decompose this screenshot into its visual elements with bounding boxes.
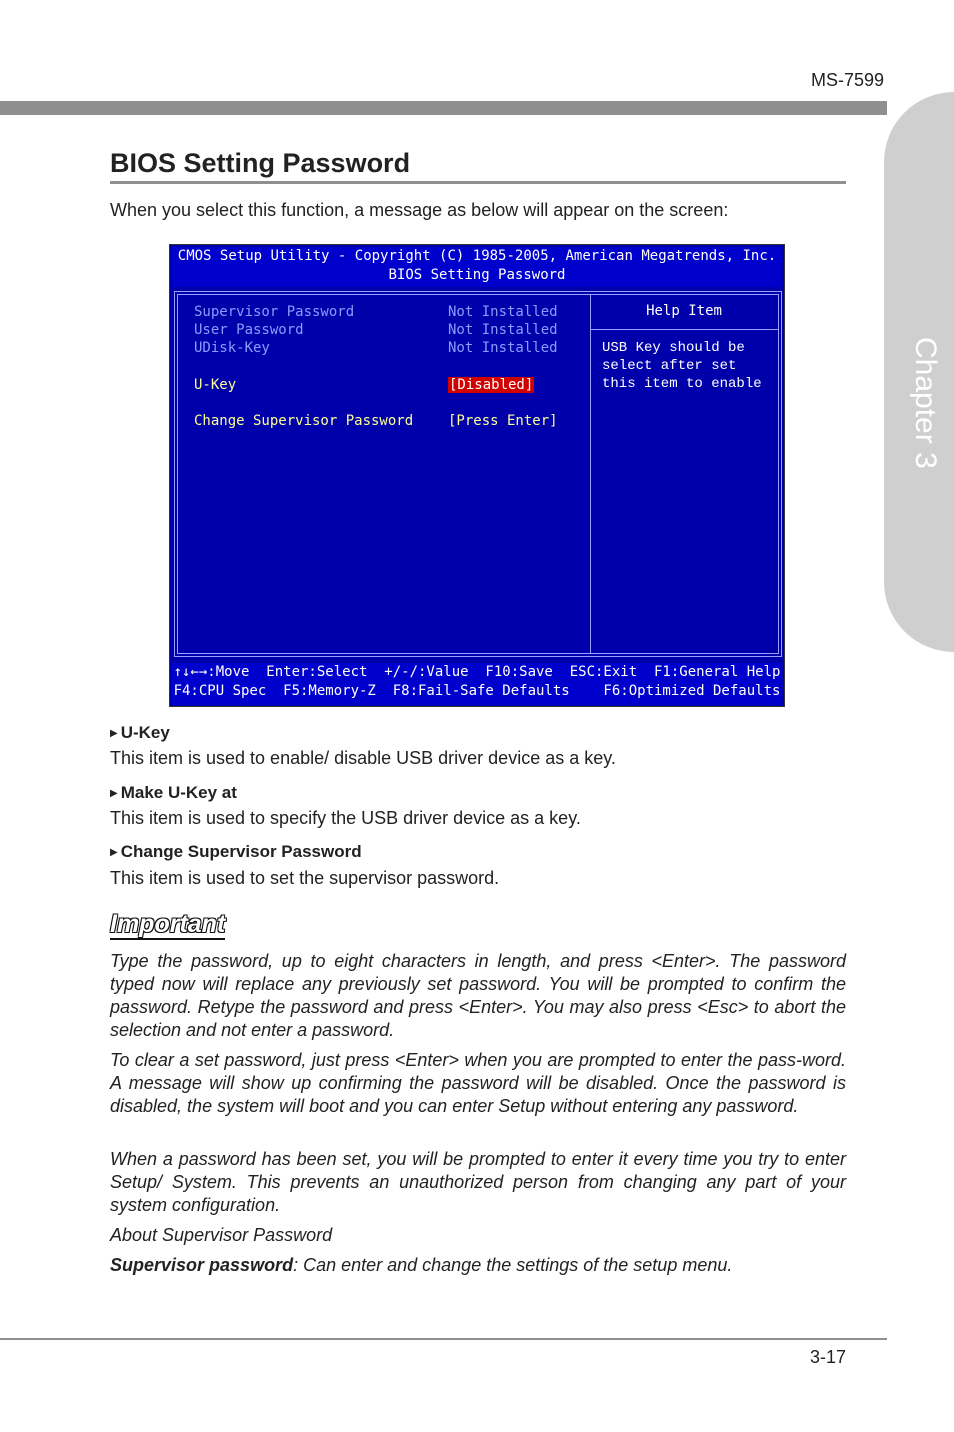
important-paragraph-3: When a password has been set, you will be prompted to enter it every time you try to enter Setup/ System. This prevents an unauthorized person from changing any part of your system configuration.: [110, 1149, 846, 1215]
bios-header-title: BIOS Setting Password: [388, 267, 566, 283]
chapter-tab-label: Chapter 3: [909, 337, 942, 469]
supervisor-password-label: Supervisor password: [110, 1255, 294, 1275]
item-body-u-key: This item is used to enable/ disable USB driver device as a key.: [110, 748, 616, 768]
page-number: 3-17: [809, 1347, 846, 1367]
bios-help-title: Help Item: [646, 303, 722, 319]
top-rule: [0, 101, 887, 115]
triangle-bullet-icon: ▶: [110, 847, 118, 858]
bios-row-u-key[interactable]: U-Key: [194, 377, 237, 393]
bios-value-u-key[interactable]: [448, 376, 534, 394]
bios-main-inner: [177, 294, 779, 654]
supervisor-password-note: [110, 1254, 846, 1277]
bios-footer: [172, 663, 782, 705]
bios-value-change-supervisor-password[interactable]: [Press Enter]: [448, 413, 558, 429]
bios-value-user-password: Not Installed: [448, 322, 558, 338]
section-intro: When you select this function, a message as below will appear on the screen:: [110, 200, 729, 220]
bios-row-udisk-key: UDisk-Key: [194, 340, 270, 356]
bios-row-change-supervisor-password[interactable]: Change Supervisor Password: [194, 413, 414, 429]
item-body-make-u-key: This item is used to specify the USB driver device as a key.: [110, 808, 581, 828]
item-heading-change-supervisor: [110, 842, 362, 862]
bios-value-udisk-key: Not Installed: [448, 340, 558, 356]
bios-row-user-password: User Password: [194, 322, 304, 338]
important-paragraph-1: Type the password, up to eight characters in length, and press <Enter>. The password typed now will replace any previously set password. You will be prompted to confirm the password. Retype the password and press <Enter>. You may also press <Esc> to abort the selection and not enter a password.: [110, 951, 846, 1040]
important-paragraph-2: To clear a set password, just press <Enter> when you are prompted to enter the pass-word. A message will show up confirming the password will be disabled. Once the password is disabled, the system will boot and you can enter Setup without entering any password.: [110, 1050, 846, 1116]
bios-help-text: USB Key should be select after set this item to enable: [602, 340, 762, 392]
important-paragraph-4: About Supervisor Password: [110, 1225, 333, 1245]
triangle-bullet-icon: ▶: [110, 728, 118, 739]
item-heading-text: Make U-Key at: [120, 783, 237, 802]
item-heading-u-key: [110, 723, 170, 743]
chapter-tab: [884, 92, 954, 652]
bios-value-supervisor-password: Not Installed: [448, 304, 558, 320]
bottom-rule: [0, 1338, 887, 1340]
item-heading-make-u-key: [110, 783, 237, 803]
bios-header: [172, 247, 782, 287]
item-body-change-supervisor: This item is used to set the supervisor password.: [110, 868, 500, 888]
bios-screenshot: [169, 244, 785, 707]
bios-divider: [590, 295, 591, 653]
bios-help-separator: [590, 329, 778, 330]
bios-footer-line1: ↑↓←→:Move Enter:Select +/-/:Value F10:Save ESC:Exit F1:General Help: [173, 664, 781, 680]
bios-main-panel: [174, 291, 782, 657]
important-heading: Important: [110, 910, 226, 938]
item-heading-text: Change Supervisor Password: [120, 842, 362, 861]
item-heading-text: U-Key: [120, 723, 170, 742]
bios-footer-line2: F4:CPU Spec F5:Memory-Z F8:Fail-Safe Defaults F6:Optimized Defaults: [173, 683, 781, 699]
supervisor-password-text: : Can enter and change the settings of the setup menu.: [293, 1255, 733, 1275]
bios-header-copyright: CMOS Setup Utility - Copyright (C) 1985-2005, American Megatrends, Inc.: [177, 248, 777, 264]
section-title: BIOS Setting Password: [110, 148, 846, 184]
bios-selected-value[interactable]: [Disabled]: [449, 377, 534, 393]
bios-row-supervisor-password: Supervisor Password: [194, 304, 355, 320]
model-number: MS-7599: [810, 70, 884, 90]
triangle-bullet-icon: ▶: [110, 788, 118, 799]
